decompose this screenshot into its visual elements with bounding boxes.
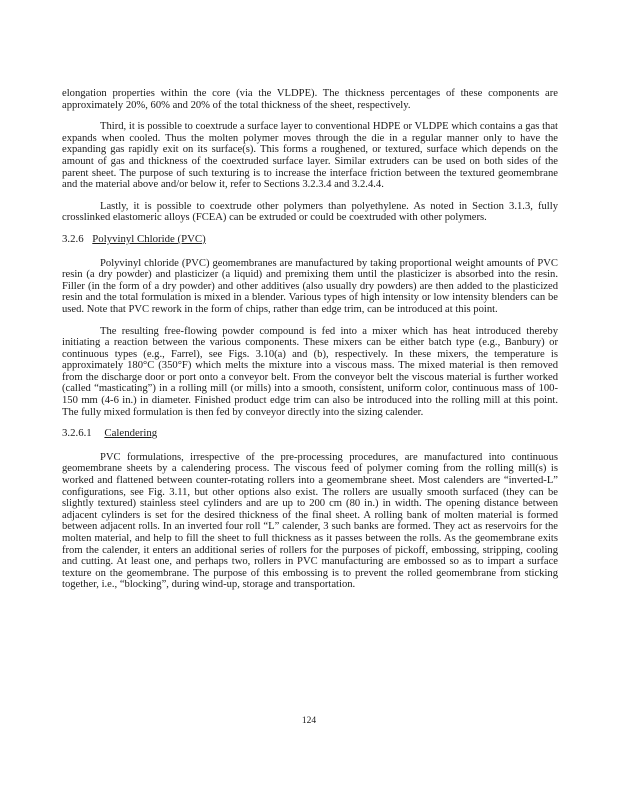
section-title-pvc: Polyvinyl Chloride (PVC) — [92, 232, 206, 245]
paragraph-coextrude-gas: Third, it is possible to coextrude a surface layer to conventional HDPE or VLDPE which contains a gas that expands when cooled. Thus the molten polymer moves through the die in a regular manner only to have the expanding gas rapidly exit on its surface(s). This forms a roughened, or textured, surface which depends on the amount of gas and thickness of the coextruded surface layer. Similar extruders can be used on both sides of the parent sheet. The purpose of such texturing is to increase the interface friction between the textured geomembrane and the material above and/or below it, refer to Sections 3.2.3.4 and 3.2.4.4. — [62, 121, 558, 191]
paragraph-elongation: elongation properties within the core (via the VLDPE). The thickness percentages of these components are approximately 20%, 60% and 20% of the total thickness of the sheet, respectively. — [62, 88, 558, 111]
page-number: 124 — [301, 716, 317, 726]
paragraph-other-polymers: Lastly, it is possible to coextrude other polymers than polyethylene. As noted in Section 3.1.3, fully crosslinked elastomeric alloys (FCEA) can be extruded or could be coextruded with other polymers. — [62, 200, 558, 224]
paragraph-pvc-mixing: The resulting free-flowing powder compound is fed into a mixer which has heat introduced thereby initiating a reaction between the various components. These mixers can be either batch type (e.g., Banbury) or continuous types (e.g., Farrel), see Figs. 3.10(a) and (b), respectively. In these mixers, the temperature is approximately 180°C (350°F) which melts the mixture into a viscous mass. The mixed material is then removed from the discharge door or port onto a conveyor belt. From the conveyor belt the viscous material is further worked (called “masticating”) in a rolling mill (or mills) into a smooth, consistent, uniform color, continuous mass of 100-150 mm (4-6 in.) in diameter. Finished product edge trim can also be introduced into the rolling mill at this point. The fully mixed formulation is then fed by conveyor directly into the sizing calender. — [62, 325, 558, 418]
section-title-calendering: Calendering — [104, 427, 158, 440]
document-page — [62, 88, 558, 601]
paragraph-pvc-manufacture: Polyvinyl chloride (PVC) geomembranes are manufactured by taking proportional weight amounts of PVC resin (a dry powder) and plasticizer (a liquid) and premixing them until the plasticizer is absorbed into the resin. Filler (in the form of a dry powder) and other additives (also usually dry powders) are then added to the plasticized resin and the total formulation is mixed in a blender. Various types of high intensity or low intensity blenders can be used. Note that PVC rework in the form of chips, rather than edge trim, can be introduced at this point. — [62, 257, 558, 315]
section-number-pvc: 3.2.6 — [62, 232, 84, 245]
paragraph-calendering: PVC formulations, irrespective of the pre-processing procedures, are manufactured into continuous geomembrane sheets by a calendering process. The viscous feed of polymer coming from the rolling mill(s) is worked and flattened between counter-rotating rollers into a geomembrane sheet. Most calenders are “inverted-L” configurations, see Fig. 3.11, but other options also exist. The rollers are usually smooth surfaced (they can be slightly textured) stainless steel cylinders and are up to 200 cm (80 in.) in width. The opening distance between adjacent cylinders is set for the desired thickness of the final sheet. A rolling bank of molten material is formed between adjacent rolls. In an inverted four roll “L” calender, 3 such banks are formed. They act as reservoirs for the molten material, and help to fill the sheet to full thickness as it passes between the rolls. As the geomembrane exits from the calender, it enters an additional series of rollers for the purposes of pickoff, embossing, stripping, cooling and cutting. At least one, and perhaps two, rollers in PVC manufacturing are embossed so as to impart a surface texture on the geomembrane. The purpose of this embossing is to prevent the rolled geomembrane from sticking together, i.e., “blocking”, during wind-up, storage and transportation. — [62, 451, 558, 591]
section-heading-calendering — [62, 428, 558, 440]
section-heading-pvc — [62, 234, 558, 246]
section-number-calendering: 3.2.6.1 — [62, 427, 92, 440]
